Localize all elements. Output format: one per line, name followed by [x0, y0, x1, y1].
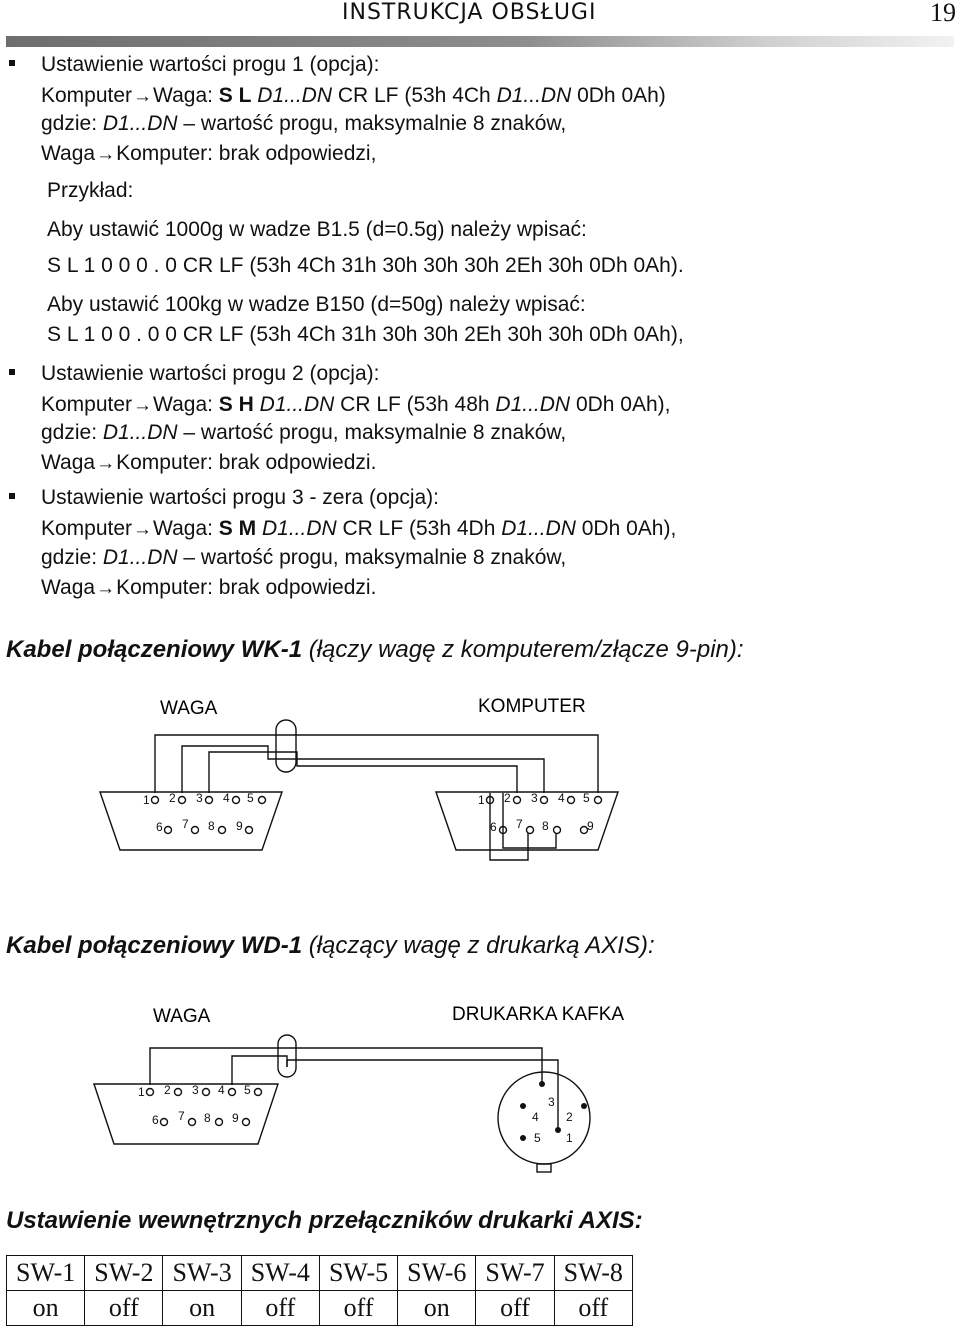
- text-span: Komputer: brak odpowiedzi.: [116, 451, 377, 474]
- din-pin-label: 5: [534, 1131, 541, 1145]
- wk1-cable-shield: [276, 720, 296, 772]
- text-span: Komputer: [41, 84, 133, 107]
- din-pin-label: 1: [566, 1131, 573, 1145]
- wk1-left-label: WAGA: [160, 698, 218, 719]
- din-pin-label: 2: [566, 1110, 573, 1124]
- section1-where: [41, 111, 566, 137]
- text-span: Komputer: brak odpowiedzi.: [116, 576, 377, 599]
- bullet-icon: [9, 369, 15, 375]
- text-span: – wartość progu, maksymalnie 8 znaków,: [177, 546, 567, 569]
- heading-rest: (łączący wagę z drukarką AXIS):: [302, 932, 655, 959]
- param-span: D1...DN: [501, 517, 576, 540]
- din-key: [537, 1164, 551, 1172]
- wk1-heading: [6, 636, 744, 664]
- section1-title: Ustawienie wartości progu 1 (opcja):: [41, 53, 380, 76]
- wk1-wire: [182, 746, 544, 793]
- pin-label: 1: [143, 793, 150, 807]
- table-cell: on: [398, 1291, 476, 1326]
- text-span: CR LF (53h 48h: [334, 393, 496, 416]
- heading-bold: Kabel połączeniowy WD-1: [6, 932, 303, 959]
- text-span: CR LF (53h 4Dh: [336, 517, 502, 540]
- table-cell: SW-1: [7, 1256, 85, 1291]
- example-text: Aby ustawić 1000g w wadze B1.5 (d=0.5g) należy wpisać:: [47, 218, 587, 241]
- text-span: gdzie:: [41, 421, 103, 444]
- section2-command: [41, 392, 671, 419]
- arrow-right-icon: →: [96, 453, 116, 474]
- example-label: Przykład:: [47, 179, 134, 202]
- wk1-wire: [209, 752, 517, 793]
- section2-where: [41, 420, 566, 446]
- param-span: D1...DN: [102, 546, 178, 569]
- wd1-wire: [287, 1060, 558, 1128]
- pin-label: 4: [218, 1083, 225, 1097]
- table-cell: SW-5: [319, 1256, 397, 1291]
- pin-label: 9: [587, 819, 594, 833]
- pin-label: 1: [478, 793, 485, 807]
- table-cell: SW-2: [85, 1256, 163, 1291]
- text-span: 0Dh 0Ah),: [575, 517, 677, 540]
- wk1-right-label: KOMPUTER: [478, 696, 586, 717]
- table-cell: off: [319, 1291, 397, 1326]
- table-cell: off: [554, 1291, 632, 1326]
- text-span: – wartość progu, maksymalnie 8 znaków,: [177, 112, 567, 135]
- wd1-heading: [6, 932, 655, 960]
- arrow-right-icon: →: [133, 395, 153, 416]
- param-span: D1...DN: [253, 393, 335, 416]
- text-span: gdzie:: [41, 112, 103, 135]
- document-header-title: INSTRUKCJA OBSŁUGI: [342, 0, 597, 25]
- pin-label: 3: [196, 791, 203, 805]
- pin-label: 7: [178, 1109, 185, 1123]
- table-row: [7, 1291, 633, 1326]
- wd1-diagram: [0, 990, 960, 1180]
- table-cell: on: [7, 1291, 85, 1326]
- example-code: S L 1 0 0 . 0 0 CR LF (53h 4Ch 31h 30h 30h 2Eh 30h 30h 0Dh 0Ah),: [47, 323, 684, 346]
- text-span: Waga:: [153, 393, 219, 416]
- section2-title: Ustawienie wartości progu 2 (opcja):: [41, 362, 380, 385]
- wk1-wire: [155, 735, 598, 793]
- pin-label: 3: [192, 1083, 199, 1097]
- pin-label: 4: [558, 791, 565, 805]
- pin-label: 2: [164, 1083, 171, 1097]
- text-span: Komputer: brak odpowiedzi,: [116, 142, 377, 165]
- pin-label: 2: [504, 791, 511, 805]
- pin-label: 7: [182, 817, 189, 831]
- command-code: S M: [218, 517, 257, 540]
- text-span: Waga:: [153, 84, 219, 107]
- pin-label: 9: [232, 1111, 239, 1125]
- text-span: Komputer: [41, 517, 133, 540]
- text-span: Waga: [41, 451, 96, 474]
- pin-label: 6: [156, 820, 163, 834]
- table-cell: off: [85, 1291, 163, 1326]
- table-cell: SW-8: [554, 1256, 632, 1291]
- din-pin-label: 4: [532, 1110, 539, 1124]
- pin-label: 8: [204, 1111, 211, 1125]
- arrow-right-icon: →: [133, 86, 153, 107]
- din-pin-label: 3: [548, 1095, 555, 1109]
- wk1-left-connector: [100, 792, 282, 850]
- arrow-right-icon: →: [133, 519, 153, 540]
- example-text: Aby ustawić 100kg w wadze B150 (d=50g) należy wpisać:: [47, 293, 586, 316]
- text-span: CR LF (53h 4Ch: [331, 84, 497, 107]
- section3-where: [41, 545, 566, 571]
- pin-label: 5: [244, 1083, 251, 1097]
- heading-bold: Kabel połączeniowy WK-1: [6, 636, 303, 663]
- table-cell: SW-3: [163, 1256, 241, 1291]
- pin-label: 5: [247, 791, 254, 805]
- table-cell: SW-6: [398, 1256, 476, 1291]
- param-span: D1...DN: [102, 112, 178, 135]
- text-span: 0Dh 0Ah),: [570, 393, 671, 416]
- pin-label: 6: [152, 1113, 159, 1127]
- text-span: Waga: [41, 142, 96, 165]
- example-code: S L 1 0 0 0 . 0 CR LF (53h 4Ch 31h 30h 30h 30h 2Eh 30h 0Dh 0Ah).: [47, 254, 684, 277]
- table-cell: SW-7: [476, 1256, 554, 1291]
- text-span: Komputer: [41, 393, 133, 416]
- switch-table: [6, 1255, 633, 1326]
- section3-response: [41, 575, 376, 602]
- command-code: S H: [218, 393, 254, 416]
- header-bar: [6, 36, 954, 47]
- pin-label: 8: [542, 819, 549, 833]
- table-row: [7, 1256, 633, 1291]
- wk1-diagram: [0, 680, 960, 880]
- param-span: D1...DN: [251, 84, 332, 107]
- table-cell: on: [163, 1291, 241, 1326]
- switches-heading: Ustawienie wewnętrznych przełączników drukarki AXIS:: [6, 1207, 643, 1234]
- pin-label: 5: [583, 791, 590, 805]
- arrow-right-icon: →: [96, 578, 116, 599]
- section1-command: [41, 83, 666, 110]
- pin-label: 8: [208, 819, 215, 833]
- bullet-icon: [9, 60, 15, 66]
- param-span: D1...DN: [495, 393, 571, 416]
- section3-command: [41, 516, 676, 543]
- wd1-wire: [150, 1048, 542, 1085]
- text-span: gdzie:: [41, 546, 103, 569]
- pin-label: 7: [516, 817, 523, 831]
- page-number: 19: [930, 0, 956, 27]
- pin-label: 2: [169, 791, 176, 805]
- arrow-right-icon: →: [96, 144, 116, 165]
- table-cell: SW-4: [241, 1256, 319, 1291]
- section1-response: [41, 141, 376, 168]
- text-span: Waga: [41, 576, 96, 599]
- pin-label: 1: [138, 1085, 145, 1099]
- pin-label: 4: [223, 791, 230, 805]
- heading-rest: (łączy wagę z komputerem/złącze 9-pin):: [302, 636, 744, 663]
- text-span: – wartość progu, maksymalnie 8 znaków,: [177, 421, 567, 444]
- pin-label: 9: [236, 819, 243, 833]
- command-code: S L: [218, 84, 252, 107]
- wd1-left-label: WAGA: [153, 1006, 211, 1027]
- wd1-right-label: DRUKARKA KAFKA: [452, 1004, 625, 1025]
- pin-label: 6: [490, 820, 497, 834]
- bullet-icon: [9, 493, 15, 499]
- pin-label: 3: [531, 791, 538, 805]
- section2-response: [41, 450, 376, 477]
- table-cell: off: [241, 1291, 319, 1326]
- param-span: D1...DN: [102, 421, 178, 444]
- section3-title: Ustawienie wartości progu 3 - zera (opcja):: [41, 486, 439, 509]
- text-span: 0Dh 0Ah): [571, 84, 666, 107]
- text-span: Waga:: [153, 517, 219, 540]
- param-span: D1...DN: [496, 84, 572, 107]
- table-cell: off: [476, 1291, 554, 1326]
- param-span: D1...DN: [256, 517, 337, 540]
